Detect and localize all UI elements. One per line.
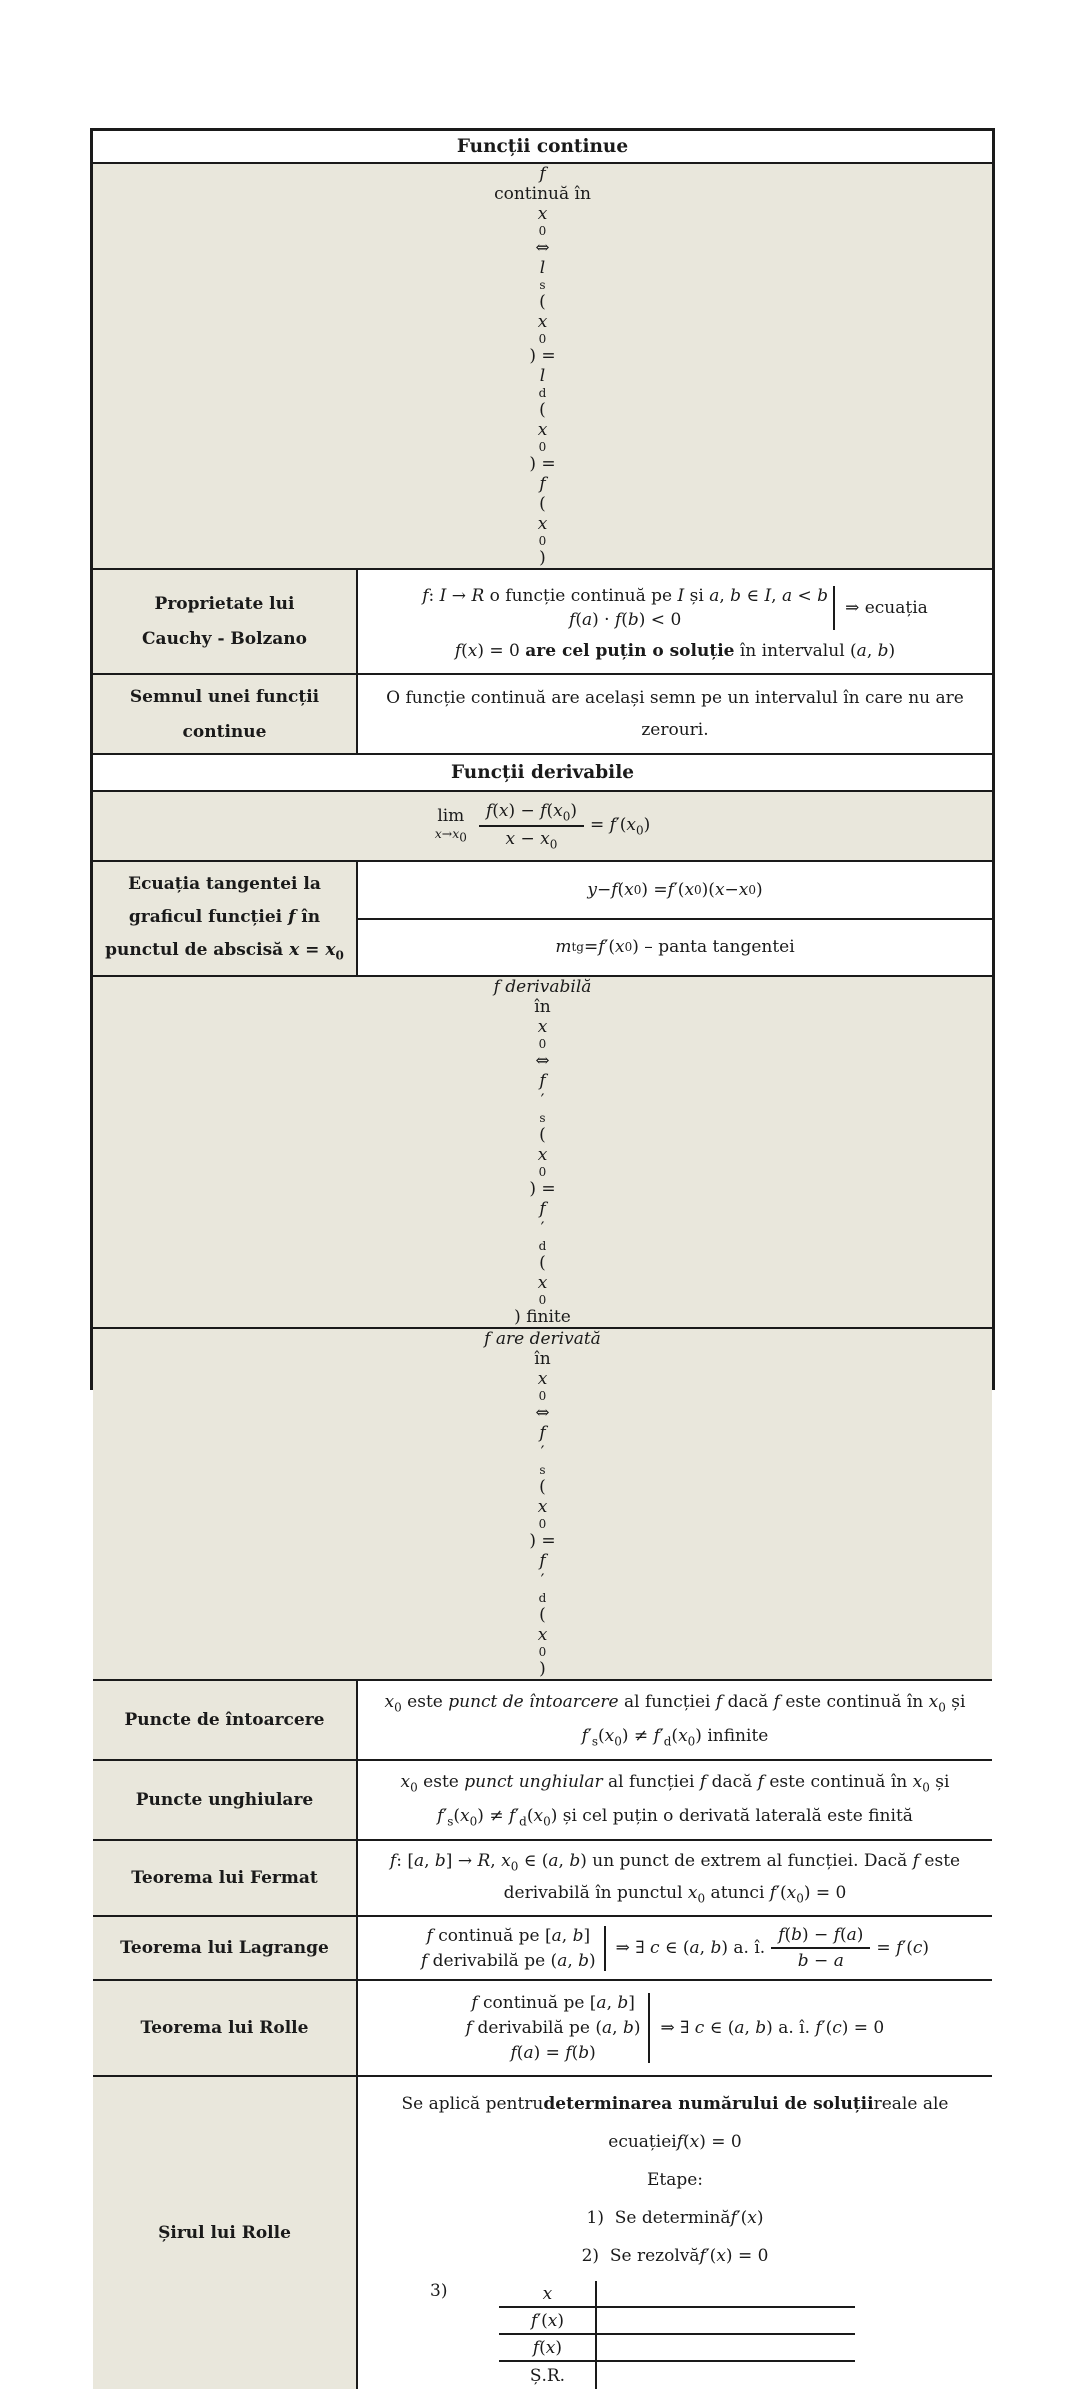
label-line: punctul de abscisă $x = x_0$ bbox=[105, 940, 344, 963]
table-row bbox=[499, 2362, 855, 2389]
rolle-table-header-x: x bbox=[499, 2281, 597, 2306]
cauchy-hypothesis-system bbox=[422, 586, 928, 630]
lim-text: lim bbox=[437, 806, 465, 827]
label-line: Puncte unghiulare bbox=[135, 1790, 314, 1810]
row-cauchy-bolzano bbox=[93, 570, 992, 675]
section-title-functii-derivabile: Funcții derivabile bbox=[451, 762, 634, 783]
row-f-are-derivata bbox=[93, 1329, 992, 1681]
content-puncte-unghiulare bbox=[358, 1761, 992, 1839]
difference-quotient-fraction bbox=[479, 801, 584, 852]
content-ecuatia-tangentei bbox=[358, 862, 992, 975]
row-puncte-intoarcere bbox=[93, 1681, 992, 1761]
label-teorema-fermat bbox=[93, 1841, 358, 1915]
rolle-conclusion: ⇒ ∃ c ∈ (a, b) a. î. f′(c) = 0 bbox=[660, 2018, 885, 2038]
lim-subscript: $x\to x_0$ bbox=[434, 826, 467, 845]
rolle-condition-3: f(a) = f(b) bbox=[510, 2043, 596, 2063]
content-teorema-lagrange bbox=[358, 1917, 992, 1979]
lagrange-condition-1: f continuă pe [a, b] bbox=[426, 1925, 591, 1946]
label-line: continue bbox=[182, 721, 267, 742]
lagrange-rhs: = f′(c) bbox=[876, 1938, 930, 1958]
row-functii-derivabile-header bbox=[93, 755, 992, 792]
cauchy-conclusion: f(x) = 0 are cel puțin o soluție în intervalul (a, b) bbox=[454, 641, 896, 662]
cauchy-condition-1: f: I → R o funcție continuă pe I și a, b ∈ I, a < b bbox=[422, 585, 829, 606]
sirul-step-3 bbox=[358, 2281, 992, 2389]
table-row bbox=[499, 2308, 855, 2335]
continuity-definition-formula: f continuă în x 0 ⇔ l s ( x 0 ) = l d ( x 0 ) = f ( x 0 ) bbox=[93, 164, 992, 568]
rolle-table-empty-cell bbox=[597, 2335, 855, 2360]
label-line: Teorema lui Fermat bbox=[131, 1868, 318, 1888]
limit-operator bbox=[435, 808, 467, 844]
step-3-number: 3) bbox=[430, 2281, 448, 2301]
content-sirul-rolle bbox=[358, 2077, 992, 2389]
rolle-condition-1: f continuă pe [a, b] bbox=[471, 1993, 635, 2013]
content-teorema-fermat bbox=[358, 1841, 992, 1915]
row-puncte-unghiulare bbox=[93, 1761, 992, 1841]
lagrange-conditions bbox=[421, 1926, 606, 1971]
label-sirul-rolle bbox=[93, 2077, 358, 2389]
rolle-sequence-table bbox=[499, 2281, 855, 2389]
rolle-table-header-f: f ( x ) bbox=[499, 2335, 597, 2360]
sirul-line-3: Etape: bbox=[646, 2170, 704, 2190]
row-sirul-rolle bbox=[93, 2077, 992, 2389]
content-cauchy-bolzano bbox=[358, 570, 992, 673]
row-functii-continue-header bbox=[93, 131, 992, 164]
fraction-numerator: $f(x) - f(x_0)$ bbox=[479, 801, 584, 827]
row-ecuatia-tangentei bbox=[93, 862, 992, 977]
intoarcere-line-1: $x_0$ este punct de întoarcere al funcției f dacă f este continuă în $x_0$ și bbox=[384, 1692, 966, 1715]
semn-text-line-2: zerouri. bbox=[641, 720, 709, 741]
label-line: Ecuația tangentei la bbox=[128, 874, 321, 895]
row-derivative-definition bbox=[93, 792, 992, 862]
label-teorema-lagrange bbox=[93, 1917, 358, 1979]
label-ecuatia-tangentei bbox=[93, 862, 358, 975]
tangent-equation: y − f ( x 0 ) = f ′( x 0 )( x − x 0 ) bbox=[358, 862, 992, 920]
lagrange-condition-2: f derivabilă pe (a, b) bbox=[420, 1950, 596, 1971]
lagrange-fraction bbox=[771, 1925, 870, 1971]
sirul-step-2: 2) Se rezolvă f ′( x ) = 0 bbox=[581, 2246, 769, 2266]
rolle-table-empty-cell bbox=[597, 2308, 855, 2333]
label-line: Teorema lui Rolle bbox=[140, 2018, 309, 2038]
rolle-table-header-f-prime: f ′( x ) bbox=[499, 2308, 597, 2333]
label-line: Teorema lui Lagrange bbox=[120, 1938, 329, 1958]
has-derivative-definition-formula: f are derivată în x 0 ⇔ f ′ s ( x 0 ) = f ′ d ( x 0 ) bbox=[93, 1329, 992, 1679]
lagrange-system bbox=[421, 1925, 929, 1971]
label-puncte-unghiulare bbox=[93, 1761, 358, 1839]
derivability-definition-formula: f derivabilă în x 0 ⇔ f ′ s ( x 0 ) = f ′ d ( x 0 ) finite bbox=[93, 977, 992, 1327]
sirul-line-2: ecuației f ( x ) = 0 bbox=[608, 2132, 742, 2152]
rolle-condition-2: f derivabilă pe (a, b) bbox=[465, 2018, 641, 2038]
row-teorema-rolle bbox=[93, 1981, 992, 2077]
label-line: graficul funcției f în bbox=[128, 907, 321, 928]
fermat-line-1: f: [a, b] → R, $x_0$ ∈ (a, b) un punct de extrem al funcției. Dacă f este bbox=[389, 1850, 961, 1874]
row-teorema-fermat bbox=[93, 1841, 992, 1917]
row-continuitate-definition bbox=[93, 164, 992, 570]
rolle-table-header-sr: Ș.R. bbox=[499, 2362, 597, 2389]
table-row bbox=[499, 2335, 855, 2362]
label-line: Semnul unei funcții bbox=[129, 686, 320, 707]
label-semnul-functiei bbox=[93, 675, 358, 753]
limit-rhs: = $f'(x_0)$ bbox=[589, 814, 651, 838]
limit-expression bbox=[435, 801, 651, 852]
row-teorema-lagrange bbox=[93, 1917, 992, 1981]
content-puncte-intoarcere bbox=[358, 1681, 992, 1759]
formula-table bbox=[90, 128, 995, 2386]
lagrange-implication: ⇒ ∃ c ∈ (a, b) a. î. bbox=[615, 1938, 766, 1958]
label-line: Șirul lui Rolle bbox=[158, 2223, 291, 2243]
label-teorema-rolle bbox=[93, 1981, 358, 2075]
content-teorema-rolle bbox=[358, 1981, 992, 2075]
fraction-denominator: b − a bbox=[797, 1951, 844, 1971]
rolle-system bbox=[466, 1993, 884, 2063]
semn-text-line-1: O funcție continuă are același semn pe un intervalul în care nu are bbox=[386, 687, 964, 708]
tangent-slope: m tg = f ′( x 0 ) – panta tangentei bbox=[555, 937, 795, 958]
cauchy-implication: ⇒ ecuația bbox=[845, 597, 928, 618]
label-line: Proprietate lui bbox=[154, 594, 295, 614]
fraction-denominator: $x - x_0$ bbox=[505, 829, 558, 852]
fraction-numerator: f(b) − f(a) bbox=[771, 1925, 870, 1949]
rolle-conditions bbox=[466, 1993, 651, 2063]
intoarcere-line-2: $f'_s(x_0) \ne f'_d(x_0)$ infinite bbox=[581, 1725, 769, 1748]
label-line: Cauchy - Bolzano bbox=[142, 629, 307, 649]
fermat-line-2: derivabilă în punctul $x_0$ atunci $f'(x_0) = 0$ bbox=[503, 1882, 847, 1906]
rolle-table-empty-cell bbox=[597, 2362, 855, 2389]
label-cauchy-bolzano bbox=[93, 570, 358, 673]
content-semnul-functiei bbox=[358, 675, 992, 753]
cauchy-condition-2: f(a) · f(b) < 0 bbox=[569, 609, 682, 630]
section-title-functii-continue: Funcții continue bbox=[456, 136, 629, 157]
label-line: Puncte de întoarcere bbox=[124, 1710, 325, 1730]
sirul-step-1: 1) Se determină f ′( x ) bbox=[586, 2208, 764, 2228]
row-f-derivabila bbox=[93, 977, 992, 1329]
unghiulare-line-1: $x_0$ este punct unghiular al funcției f dacă f este continuă în $x_0$ și bbox=[400, 1772, 950, 1795]
row-semnul-functiei bbox=[93, 675, 992, 755]
unghiulare-line-2: $f'_s(x_0) \ne f'_d(x_0)$ și cel puțin o derivată laterală este finită bbox=[437, 1805, 913, 1828]
table-row bbox=[499, 2281, 855, 2308]
label-puncte-intoarcere bbox=[93, 1681, 358, 1759]
rolle-table-empty-cell bbox=[597, 2281, 855, 2306]
sirul-line-1: Se aplică pentru determinarea numărului de soluții reale ale bbox=[401, 2094, 949, 2114]
cauchy-conditions bbox=[422, 586, 835, 630]
derivative-limit-formula bbox=[93, 792, 992, 860]
